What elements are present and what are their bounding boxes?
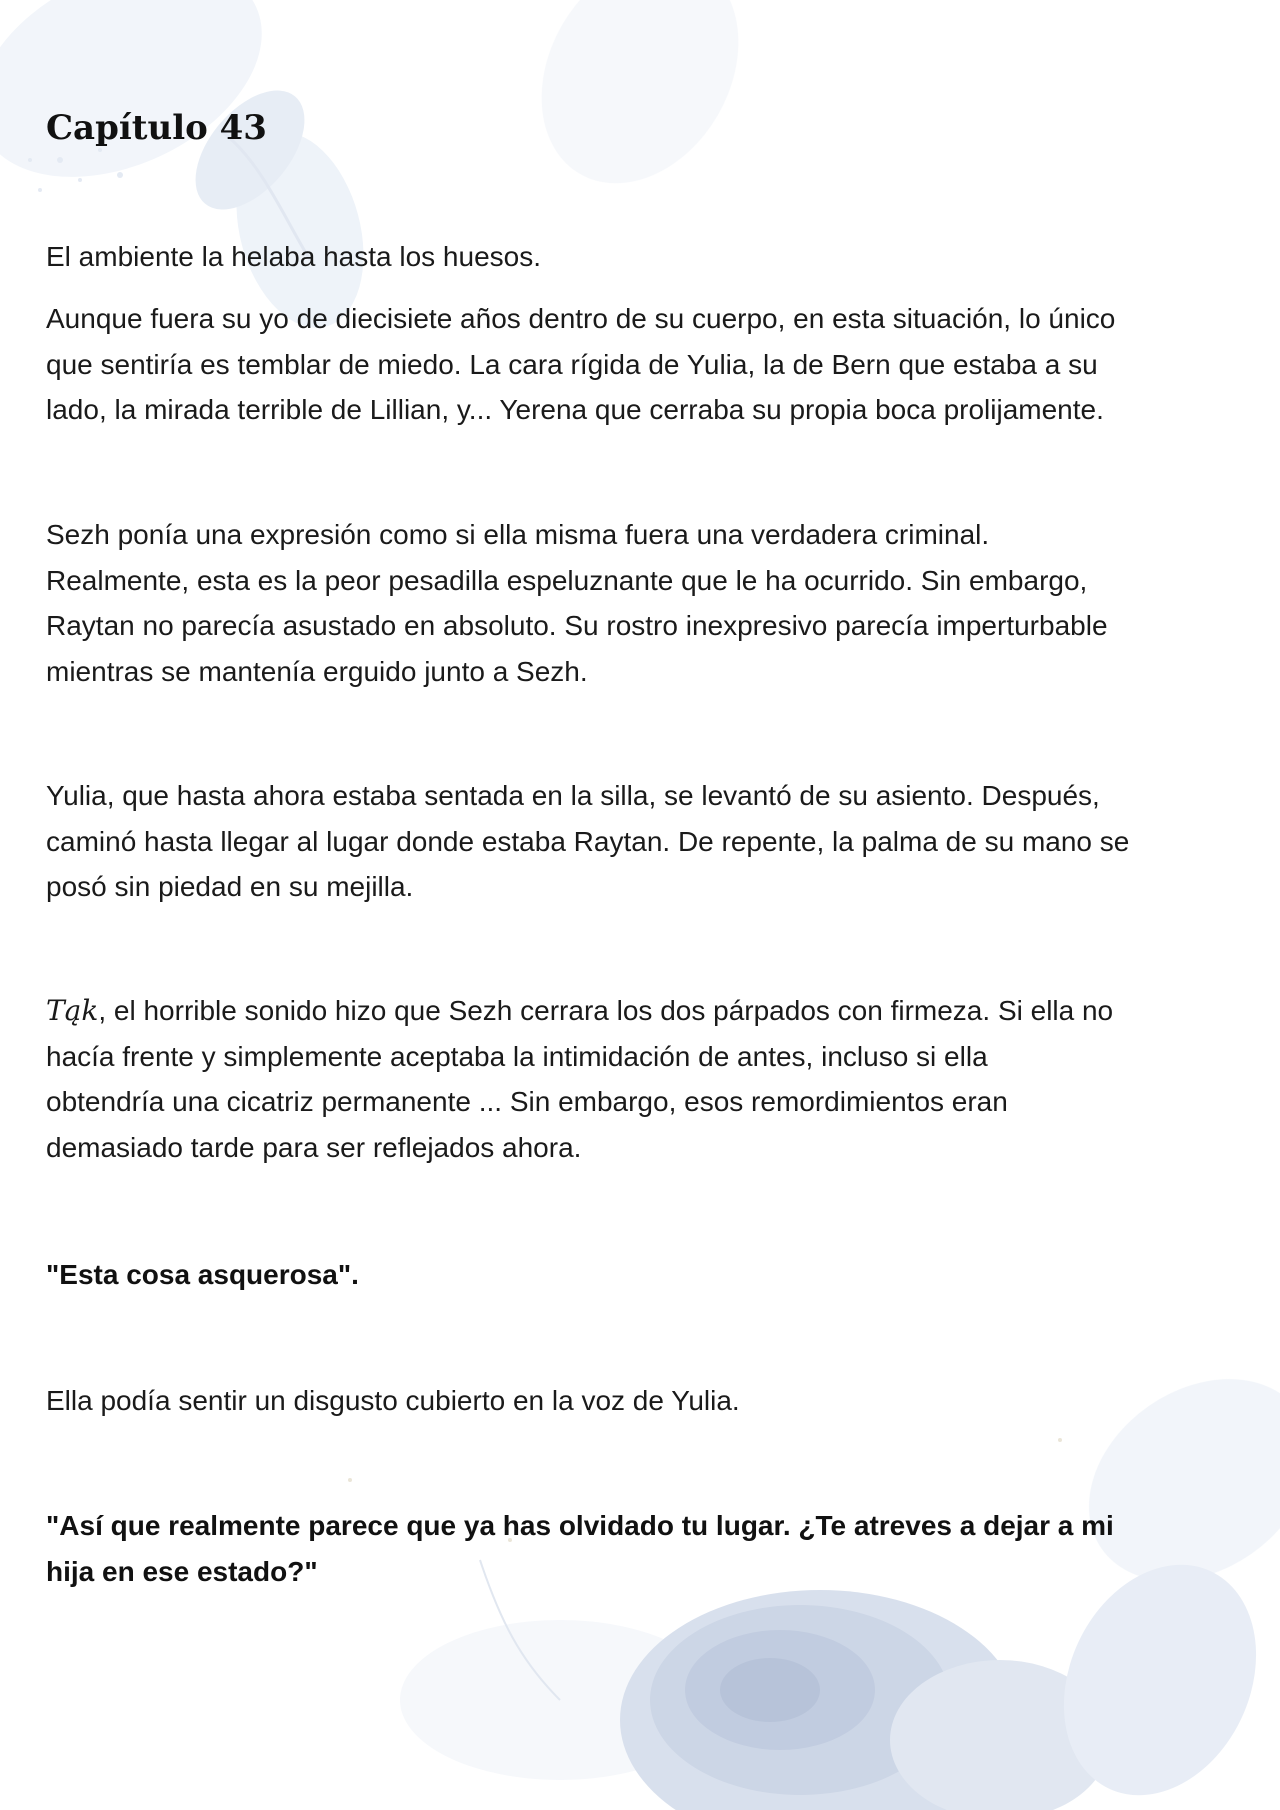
text-line: El ambiente la helaba hasta los huesos. xyxy=(46,241,541,272)
text-line: "Así que realmente parece que ya has olvidado tu lugar. ¿Te atreves a dejar a mi xyxy=(46,1510,1114,1541)
dialogue-1 xyxy=(46,1252,359,1298)
text-line: Realmente, esta es la peor pesadilla espeluznante que le ha ocurrido. Sin embargo, xyxy=(46,564,1088,596)
text-line: Raytan no parecía asustado en absoluto. Su rostro inexpresivo parecía imperturbable xyxy=(46,610,1108,641)
paragraph-2 xyxy=(46,296,1115,433)
text-line: posó sin piedad en su mejilla. xyxy=(46,871,414,902)
sound-word: Tąk xyxy=(46,994,99,1027)
text-line xyxy=(46,988,1113,1034)
chapter-title: Capítulo 43 xyxy=(46,108,267,148)
text-line: obtendría una cicatriz permanente ... Sin embargo, esos remordimientos eran xyxy=(46,1086,1008,1117)
text-line: hacía frente y simplemente aceptaba la intimidación de antes, incluso si ella xyxy=(46,1040,988,1072)
text-line: hija en ese estado?" xyxy=(46,1555,318,1587)
text-line: lado, la mirada terrible de Lillian, y... Yerena que cerraba su propia boca prolijamente. xyxy=(46,394,1104,425)
text-line: que sentiría es temblar de miedo. La cara rígida de Yulia, la de Bern que estaba a su xyxy=(46,348,1098,380)
text-line: demasiado tarde para ser reflejados ahora. xyxy=(46,1131,582,1163)
text-line: "Esta cosa asquerosa". xyxy=(46,1259,359,1290)
text-line: Yulia, que hasta ahora estaba sentada en la silla, se levantó de su asiento. Después, xyxy=(46,780,1100,811)
text-line: mientras se mantenía erguido junto a Sezh. xyxy=(46,655,588,687)
paragraph-4 xyxy=(46,773,1129,910)
text-line: Sezh ponía una expresión como si ella misma fuera una verdadera criminal. xyxy=(46,519,990,550)
text-line: caminó hasta llegar al lugar donde estaba Raytan. De repente, la palma de su mano se xyxy=(46,825,1130,857)
paragraph-6 xyxy=(46,1378,740,1424)
paragraph-1 xyxy=(46,234,541,280)
paragraph-3 xyxy=(46,512,1108,694)
text-line: Aunque fuera su yo de diecisiete años dentro de su cuerpo, en esta situación, lo único xyxy=(46,303,1116,334)
text-line-rest: , el horrible sonido hizo que Sezh cerrara los dos párpados con firmeza. Si ella no xyxy=(98,995,1114,1026)
dialogue-2 xyxy=(46,1503,1114,1594)
text-line: Ella podía sentir un disgusto cubierto en la voz de Yulia. xyxy=(46,1385,740,1416)
paragraph-5 xyxy=(46,988,1113,1170)
